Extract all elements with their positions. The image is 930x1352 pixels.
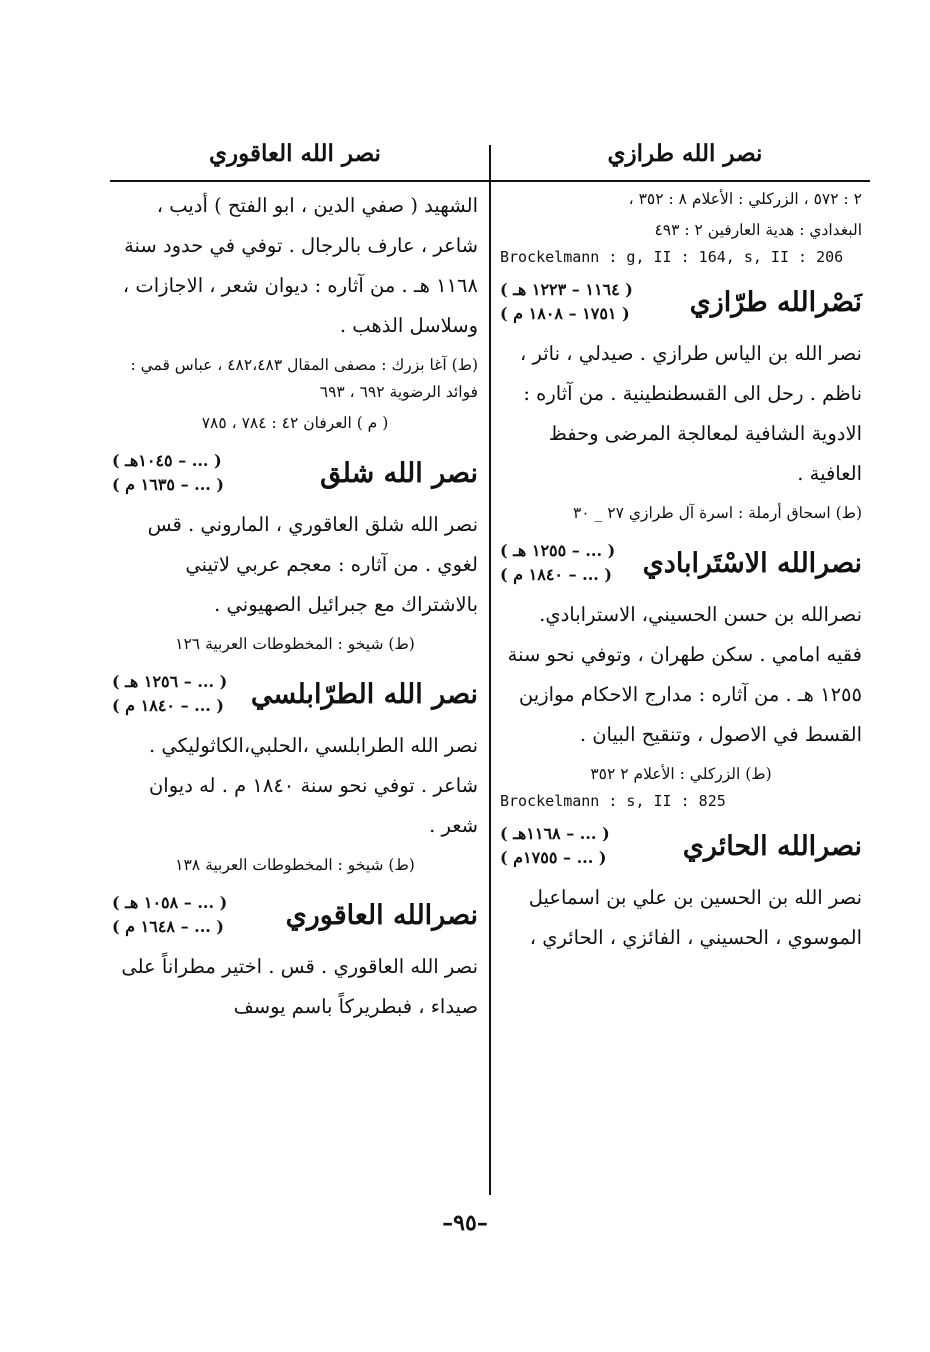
entry-name: نَصْرالله طرّازي	[689, 286, 862, 318]
latin-reference: Brockelmann : g, II : 164, s, II : 206	[500, 248, 844, 266]
entry-body: نصر الله بن الحسين بن علي بن اسماعيل الموسوي ، الحسيني ، الفائزي ، الحائري ،	[528, 886, 862, 949]
continued-reference: ( م ) العرفان ٤٢ : ٧٨٤ ، ٧٨٥	[201, 414, 389, 432]
gregorian-date: ( ١٧٥١ – ١٨٠٨ م )	[500, 304, 630, 323]
gregorian-date: ( ... – ١٨٤٠ م )	[500, 565, 612, 584]
entry-dates	[112, 449, 224, 497]
header-left: نصر الله العاقوري	[209, 140, 381, 167]
gregorian-date: ( ... – ١٧٥٥م )	[500, 848, 607, 867]
entry-name: نصر الله شلق	[320, 457, 478, 489]
entry-heading	[112, 670, 478, 718]
header-right: نصر الله طرازي	[607, 140, 763, 167]
entry-heading	[500, 822, 862, 870]
entry-reference: (ط) اسحاق أرملة : اسرة آل طرازي ٢٧ _ ٣٠	[573, 504, 862, 522]
entry-body: نصرالله بن حسن الحسيني، الاسترابادي. فقيه امامي . سكن طهران ، وتوفي نحو سنة ١٢٥٥ هـ . من آثاره : مدارج الاحكام موازين القسط في الاصول ، وتنقيح البيان .	[507, 603, 862, 746]
hijri-date: ( ... – ١٢٥٦ هـ )	[112, 672, 228, 691]
entry-name: نصر الله الطرّابلسي	[250, 678, 478, 710]
left-column	[112, 186, 478, 1033]
hijri-date: ( ... – ١٠٥٨ هـ )	[112, 893, 228, 912]
entry-heading	[500, 539, 862, 587]
page-number: –٩٥–	[442, 1210, 488, 1236]
gregorian-date: ( ... – ١٦٣٥ م )	[112, 475, 224, 494]
hijri-date: ( ... – ١٠٤٥هـ )	[112, 451, 222, 470]
entry-dates	[112, 670, 227, 718]
entry-reference: (ط) شيخو : المخطوطات العربية ١٢٦	[175, 635, 415, 653]
entry-heading	[112, 449, 478, 497]
entry-body: نصر الله الطرابلسي ،الحلبي،الكاثوليكي . شاعر . توفي نحو سنة ١٨٤٠ م . له ديوان شعر .	[148, 734, 478, 837]
entry-dates	[112, 891, 227, 939]
entry-body: نصر الله شلق العاقوري ، الماروني . قس لغوي . من آثاره : معجم عربي لاتيني بالاشتراك مع جبرائيل الصهيوني .	[147, 513, 478, 616]
continued-ref-line: ٢ : ٥٧٢ ، الزركلي : الأعلام ٨ : ٣٥٢ ،	[628, 190, 862, 208]
hijri-date: ( ... – ١٢٥٥ هـ )	[500, 541, 616, 560]
entry-body: نصر الله بن الياس طرازي . صيدلي ، ناثر ، ناظم . رحل الى القسطنطينية . من آثاره : الادوية الشافية لمعالجة المرضى وحفظ العافية .	[519, 342, 862, 485]
continued-body: الشهيد ( صفي الدين ، ابو الفتح ) أديب ، شاعر ، عارف بالرجال . توفي في حدود سنة ١١٦٨ هـ . من آثاره : ديوان شعر ، الاجازات ، وسلاسل الذهب .	[122, 194, 478, 337]
continued-reference: (ط) آغا بزرك : مصفى المقال ٤٨٢،٤٨٣ ، عباس قمي : فوائد الرضوية ٦٩٢ ، ٦٩٣	[130, 356, 478, 401]
entry-name: نصرالله الحائري	[682, 830, 862, 862]
right-column	[500, 186, 862, 964]
entry-name: نصرالله الاسْتَرابادي	[642, 547, 862, 579]
entry-dates	[500, 278, 633, 326]
column-divider	[489, 145, 491, 1195]
latin-reference: Brockelmann : s, II : 825	[500, 792, 726, 810]
entry-heading	[500, 278, 862, 326]
entry-body: نصر الله العاقوري . قس . اختير مطراناً على صيداء ، فبطريركاً باسم يوسف	[121, 955, 478, 1018]
continued-ref-line: البغدادي : هدية العارفين ٢ : ٤٩٣	[654, 221, 862, 239]
entry-heading	[112, 891, 478, 939]
entry-reference: (ط) شيخو : المخطوطات العربية ١٣٨	[175, 856, 415, 874]
gregorian-date: ( ... – ١٦٤٨ م )	[112, 917, 224, 936]
hijri-date: ( ... – ١١٦٨هـ )	[500, 824, 610, 843]
entry-dates	[500, 822, 610, 870]
hijri-date: ( ١١٦٤ – ١٢٢٣ هـ )	[500, 280, 633, 299]
entry-name: نصرالله العاقوري	[285, 899, 478, 931]
entry-reference: (ط) الزركلي : الأعلام ٢ ٣٥٢	[590, 765, 772, 783]
gregorian-date: ( ... – ١٨٤٠ م )	[112, 696, 224, 715]
entry-dates	[500, 539, 615, 587]
